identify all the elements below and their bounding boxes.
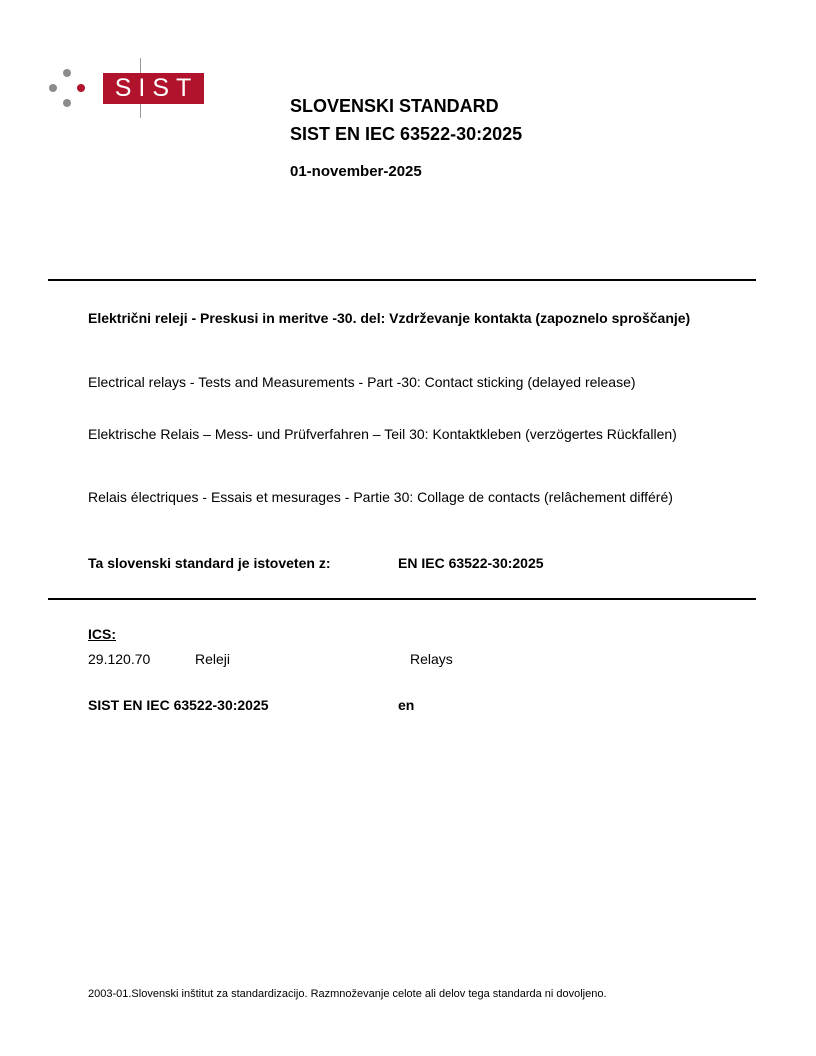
logo-text: SIST [103, 73, 204, 104]
reference-language: en [398, 697, 415, 713]
bottom-divider [48, 598, 756, 600]
ics-heading: ICS: [88, 626, 116, 642]
title-german: Elektrische Relais – Mess- und Prüfverfahren – Teil 30: Kontaktkleben (verzögertes Rückfallen) [88, 426, 677, 442]
header-standard-code: SIST EN IEC 63522-30:2025 [290, 124, 523, 144]
logo-dot-icon [63, 99, 71, 107]
header-date: 01-november-2025 [290, 163, 422, 180]
ics-slovenian: Releji [195, 651, 231, 667]
identical-value: EN IEC 63522-30:2025 [398, 555, 544, 571]
logo-dot-icon [63, 69, 71, 77]
ics-english: Relays [410, 651, 453, 667]
title-slovenian: Električni releji - Preskusi in meritve -30. del: Vzdrževanje kontakta (zapoznelo sproščanje) [88, 310, 691, 326]
logo-dot-icon [77, 84, 85, 92]
ics-code: 29.120.70 [88, 651, 151, 667]
title-french: Relais électriques - Essais et mesurages - Partie 30: Collage de contacts (relâchement différé) [88, 489, 673, 505]
title-english: Electrical relays - Tests and Measurements - Part -30: Contact sticking (delayed release) [88, 374, 636, 390]
identical-label: Ta slovenski standard je istoveten z: [88, 555, 331, 571]
reference-code: SIST EN IEC 63522-30:2025 [88, 697, 269, 713]
copyright-notice: 2003-01.Slovenski inštitut za standardizacijo. Razmnoževanje celote ali delov tega standarda ni dovoljeno. [88, 988, 607, 1000]
header-standard-label: SLOVENSKI STANDARD [290, 96, 499, 116]
logo-dot-icon [49, 84, 57, 92]
top-divider [48, 279, 756, 281]
